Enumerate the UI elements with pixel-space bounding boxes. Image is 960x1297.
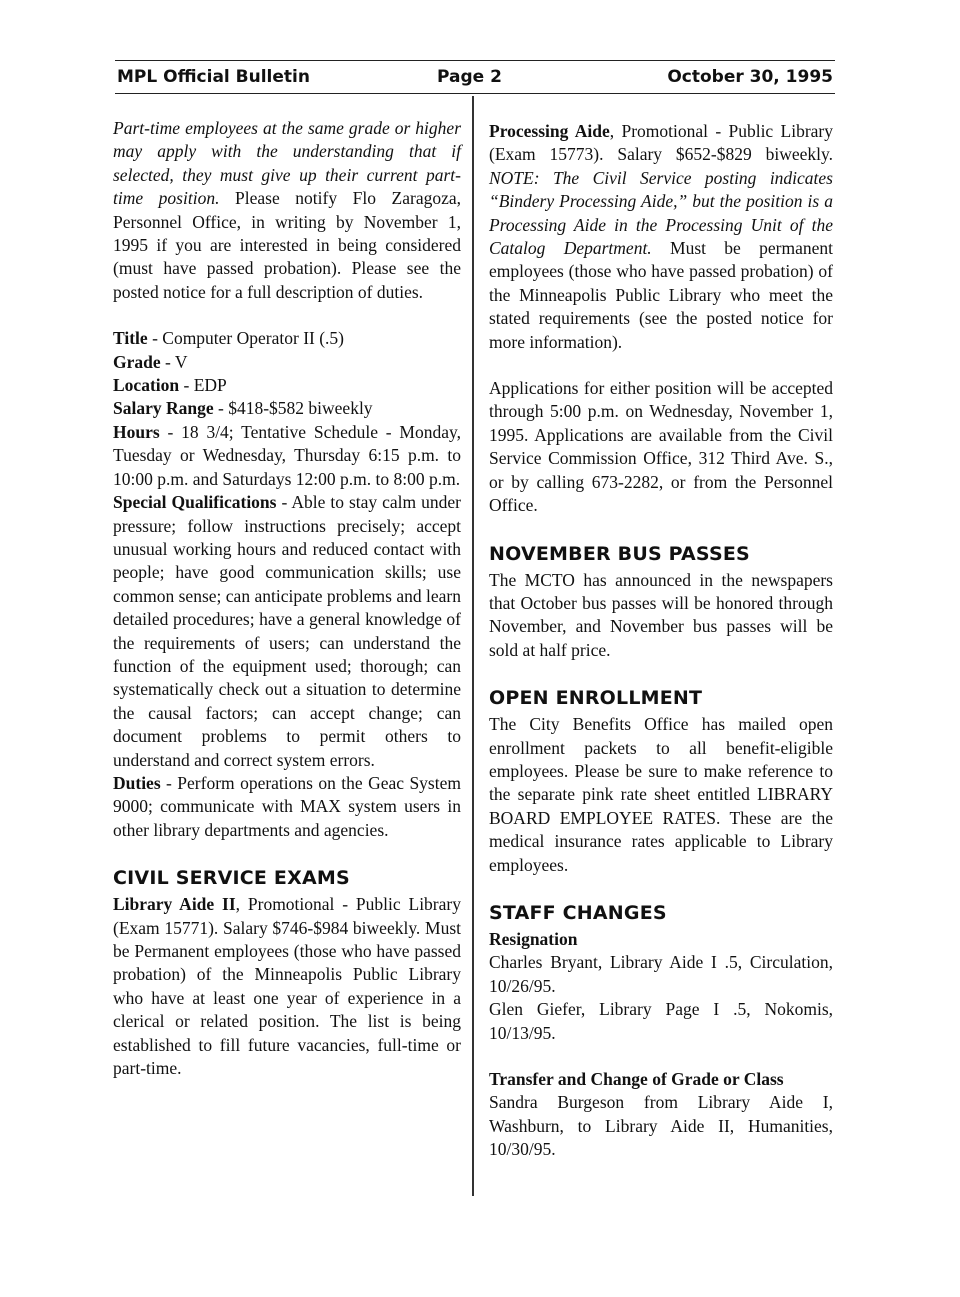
processing-aide-posting bbox=[489, 120, 833, 354]
job-location-line bbox=[113, 374, 461, 397]
resignation-item: Charles Bryant, Library Aide I .5, Circulation, 10/26/95. bbox=[489, 952, 833, 996]
bulletin-title: MPL Official Bulletin bbox=[117, 67, 310, 87]
part-time-notice-rest: Please notify Flo Zaragoza, Personnel Office, in writing by November 1, 1995 if you are interested in being considered (must have passed probation). Please see the posted notice for a full description of duties. bbox=[113, 188, 461, 302]
job-duties-label: Duties bbox=[113, 772, 161, 793]
job-salary-line bbox=[113, 397, 461, 420]
job-hours-value: - 18 3/4; Tentative Schedule - Monday, Tuesday or Wednesday, Thursday 6:15 p.m. to 10:00 p.m. and Saturdays 12:00 p.m. to 8:00 p.m. bbox=[113, 421, 461, 489]
transfer-subheading: Transfer and Change of Grade or Class bbox=[489, 1069, 784, 1089]
bulletin-date: October 30, 1995 bbox=[667, 67, 833, 87]
page-number: Page 2 bbox=[437, 67, 502, 87]
part-time-notice-italic: Part-time employees at the same grade or higher may apply with the understanding that if selected, they must give up their current part-time position. bbox=[113, 118, 461, 209]
left-column bbox=[113, 117, 461, 1080]
library-aide-label: Library Aide II bbox=[113, 894, 236, 915]
column-divider bbox=[472, 96, 474, 1196]
job-salary-label: Salary Range bbox=[113, 398, 214, 419]
job-grade-value: - V bbox=[160, 351, 188, 372]
job-grade-label: Grade bbox=[113, 351, 161, 372]
job-qualifications-line bbox=[113, 491, 461, 772]
job-location-label: Location bbox=[113, 375, 180, 396]
bulletin-header bbox=[115, 60, 835, 94]
job-hours-line bbox=[113, 421, 461, 491]
job-grade-line bbox=[113, 351, 461, 374]
transfer-item: Sandra Burgeson from Library Aide I, Washburn, to Library Aide II, Humanities, 10/30/95. bbox=[489, 1092, 833, 1160]
job-location-value: - EDP bbox=[179, 375, 227, 396]
resignation-subheading: Resignation bbox=[489, 928, 578, 949]
open-enrollment-heading: OPEN ENROLLMENT bbox=[489, 687, 703, 710]
job-hours-label: Hours bbox=[113, 421, 160, 442]
processing-aide-note: NOTE: The Civil Service posting indicates “Bindery Processing Aide,” but the position is a Processing Aide in the Processing Unit of the Catalog Department. bbox=[489, 167, 833, 259]
part-time-notice bbox=[113, 117, 461, 304]
job-title-value: - Computer Operator II (.5) bbox=[147, 328, 345, 349]
job-salary-value: - $418-$582 biweekly bbox=[213, 398, 373, 419]
applications-paragraph: Applications for either position will be accepted through 5:00 p.m. on Wednesday, November 1, 1995. Applications are available from the Civil Service Commission Office, 312 Third Ave. S., or by calling 673-2282, or from the Personnel Office. bbox=[489, 378, 833, 516]
job-qualifications-value: - Able to stay calm under pressure; follow instructions precisely; accept unusual working hours and reduced contact with people; have good communication skills; use common sense; can anticipate problems and learn detailed procedures; have a general knowledge of the requirements of users; can understand the function of the equipment used; thorough; can systematically check out a situation to determine the causal factors; can accept change; can document problems to permit others to understand and correct system errors. bbox=[113, 492, 461, 770]
library-aide-posting bbox=[113, 893, 461, 1080]
open-enrollment-text: The City Benefits Office has mailed open enrollment packets to all benefit-eligible employees. Please be sure to make reference to the separate pink rate sheet entitled LIBRARY BOARD EMPLOYEE RATES. These are the medical insurance rates applicable to Library employees. bbox=[489, 714, 833, 875]
job-duties-line bbox=[113, 772, 461, 842]
job-title-label: Title bbox=[113, 328, 148, 349]
job-qualifications-label: Special Qualifications bbox=[113, 492, 277, 513]
resignation-item: Glen Giefer, Library Page I .5, Nokomis, 10/13/95. bbox=[489, 999, 833, 1043]
staff-changes-heading: STAFF CHANGES bbox=[489, 901, 667, 924]
bus-passes-heading: NOVEMBER BUS PASSES bbox=[489, 542, 750, 565]
job-posting bbox=[113, 327, 461, 842]
processing-aide-label: Processing Aide bbox=[489, 121, 610, 141]
civil-service-heading: CIVIL SERVICE EXAMS bbox=[113, 867, 350, 890]
job-title-line bbox=[113, 327, 461, 350]
processing-aide-text: , Promotional - Public Library (Exam 15773). Salary $652-$829 biweekly. bbox=[489, 121, 833, 165]
bus-passes-text: The MCTO has announced in the newspapers that October bus passes will be honored through November, and November bus passes will be sold at half price. bbox=[489, 569, 833, 660]
library-aide-text: , Promotional - Public Library (Exam 15771). Salary $746-$984 biweekly. Must be Permanent employees (those who have passed probation) of the Minneapolis Public Library who have at least one year of experience in a clerical or related position. The list is being established to fill future vacancies, full-time or part-time. bbox=[113, 894, 461, 1079]
processing-aide-rest: Must be permanent employees (those who have passed probation) of the Minneapolis Public Library who meet the stated requirements (see the posted notice for more information). bbox=[489, 238, 833, 352]
right-column bbox=[489, 120, 833, 1162]
job-duties-value: - Perform operations on the Geac System 9000; communicate with MAX system users in other library departments and agencies. bbox=[113, 772, 461, 840]
